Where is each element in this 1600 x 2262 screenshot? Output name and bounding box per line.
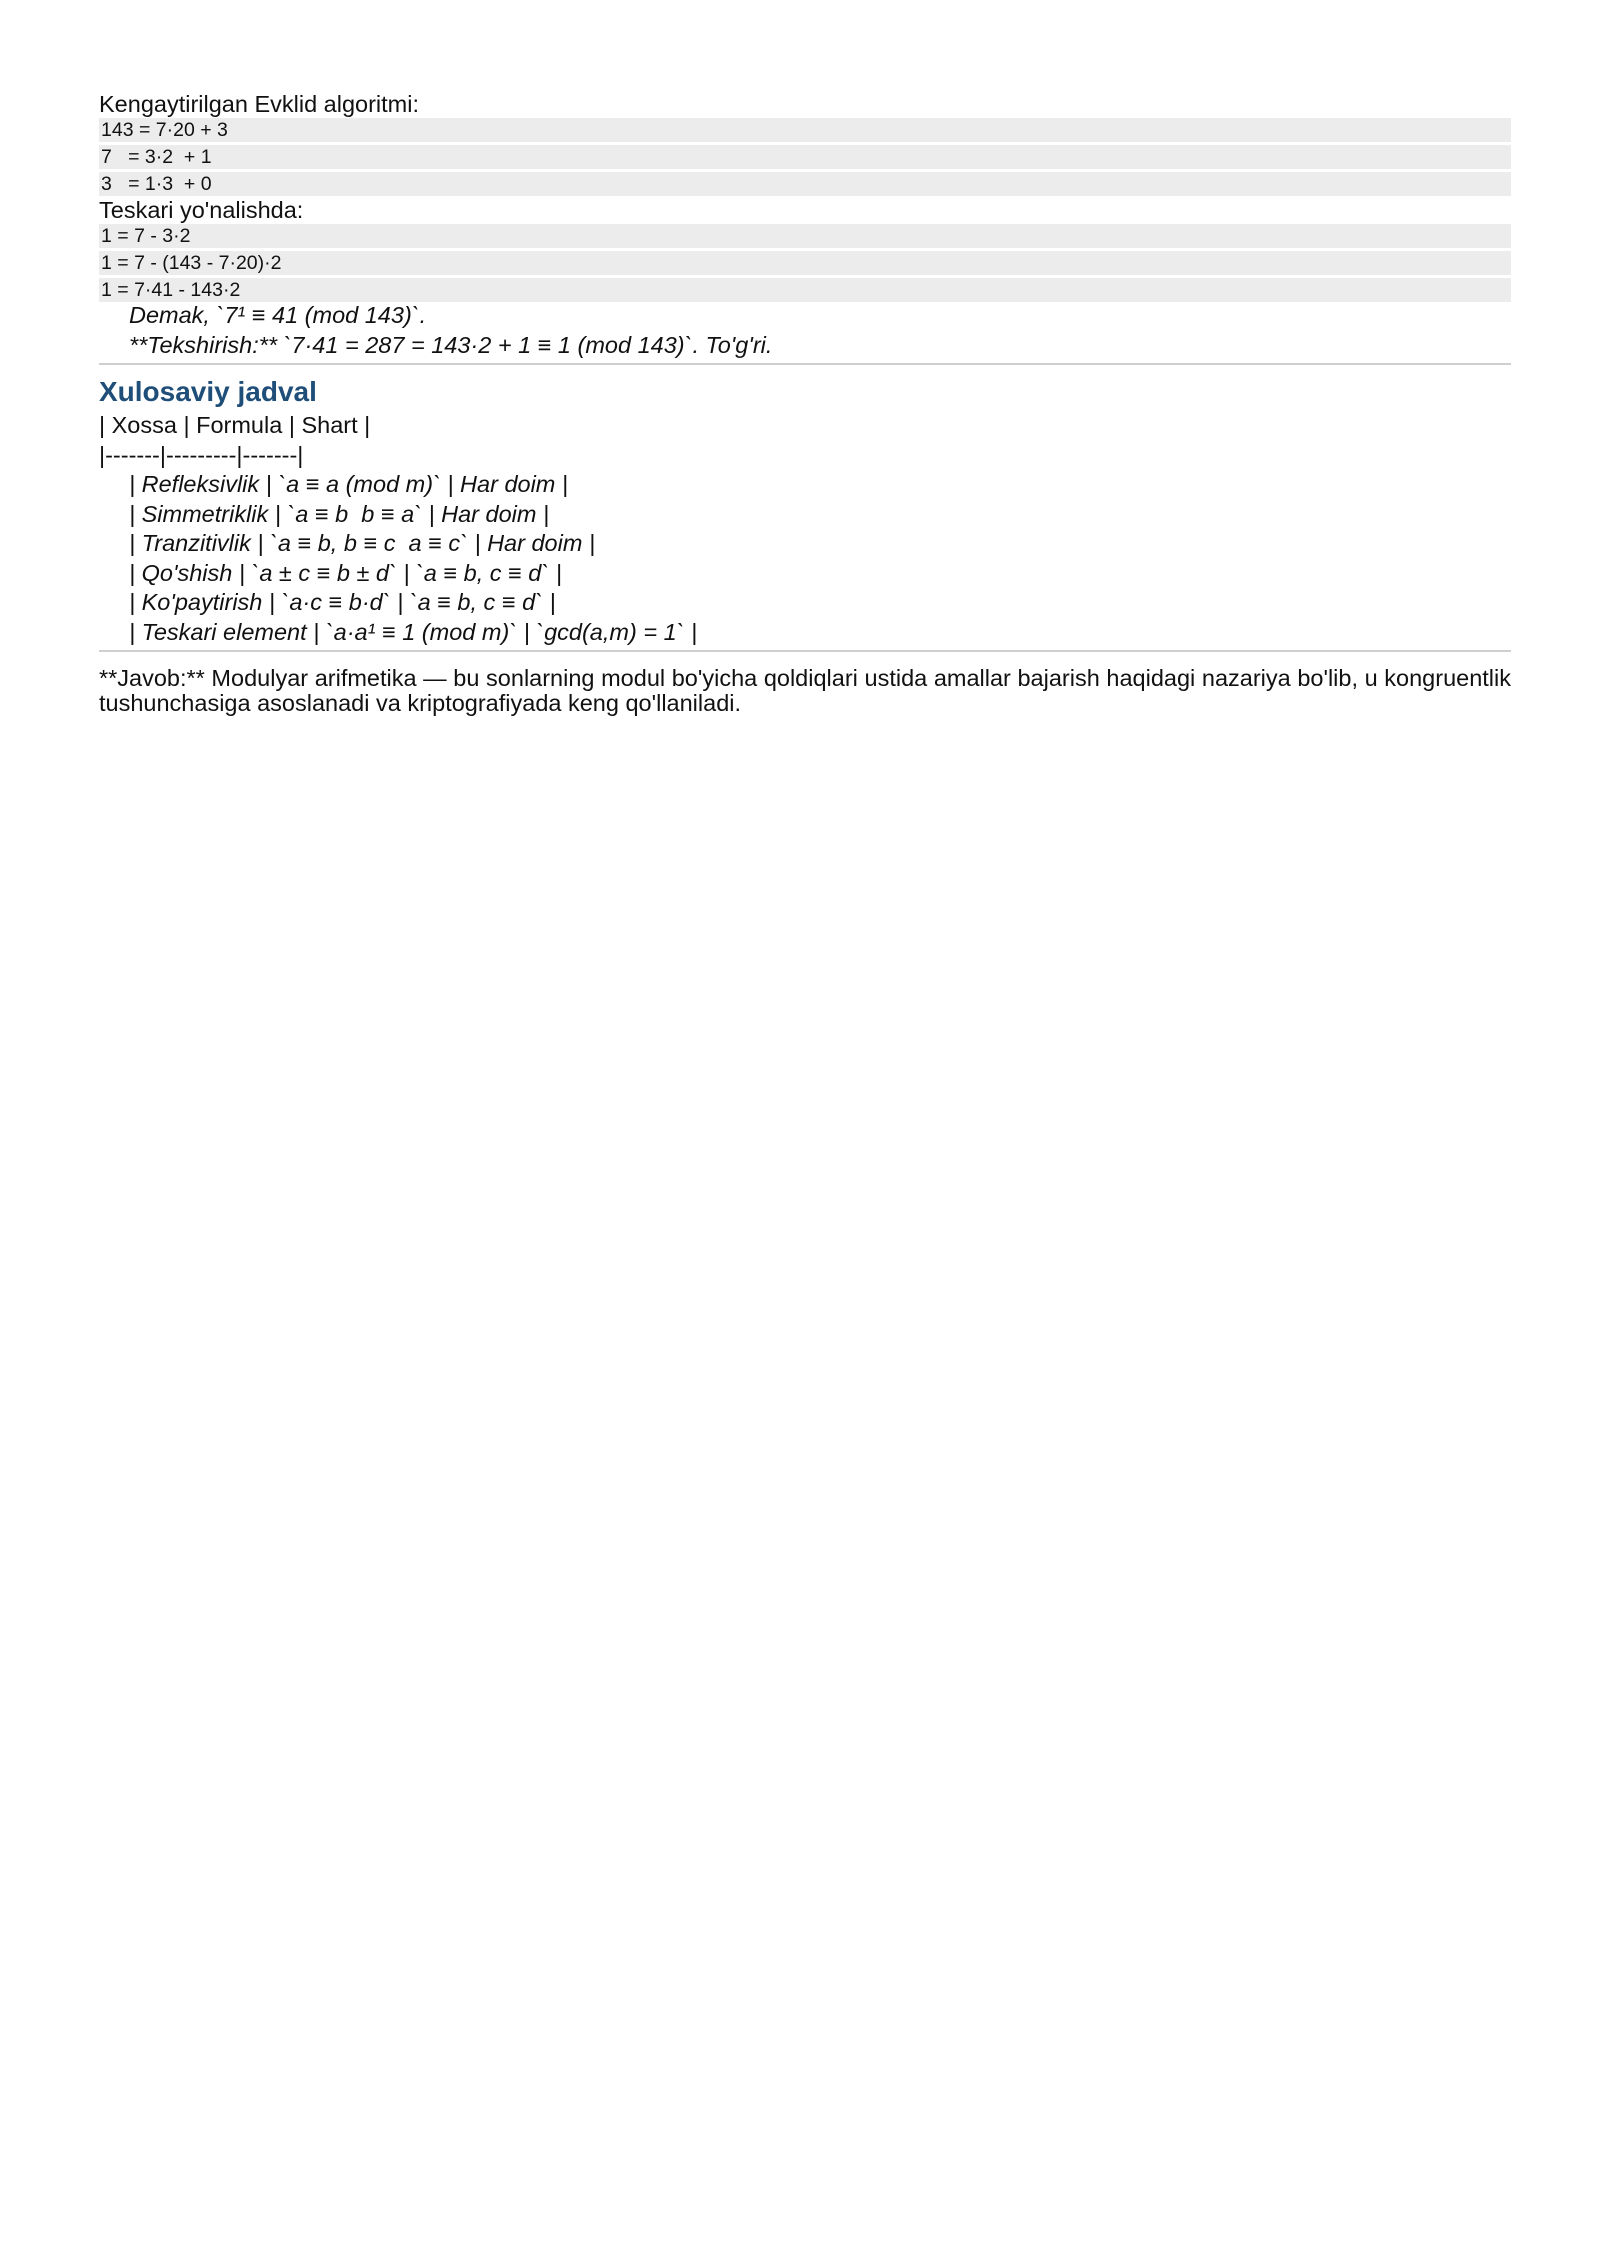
table-row: | Teskari element | `a·a¹ ≡ 1 (mod m)` | `gcd(a,m) = 1` | — [129, 618, 698, 645]
document-page — [99, 90, 1511, 716]
conclusion-text: Demak, `7¹ ≡ 41 (mod 143)`. — [129, 302, 427, 328]
euclid-steps-code-block — [99, 118, 1511, 196]
answer-paragraph: **Javob:** Modulyar arifmetika — bu sonlarning modul bo'yicha qoldiqlari ustida amallar bajarish haqidagi nazariya bo'lib, u kongruentlik tushunchasiga asoslanadi va kriptografiyada keng qo'llaniladi. — [99, 665, 1511, 716]
table-row: | Simmetriklik | `a ≡ b b ≡ a` | Har doim | — [129, 500, 550, 527]
table-row: | Qo'shish | `a ± c ≡ b ± d` | `a ≡ b, c ≡ d` | — [129, 559, 562, 586]
code-line: 1 = 7 - (143 - 7·20)·2 — [99, 251, 1511, 275]
summary-table-heading: Xulosaviy jadval — [99, 376, 317, 407]
section-divider — [99, 650, 1511, 652]
table-separator-row: |-------|---------|-------| — [99, 441, 304, 468]
code-line: 1 = 7·41 - 143·2 — [99, 278, 1511, 302]
code-line: 7 = 3·2 + 1 — [99, 145, 1511, 169]
table-row: | Refleksivlik | `a ≡ a (mod m)` | Har doim | — [129, 471, 569, 497]
reverse-steps-code-block — [99, 224, 1511, 302]
table-header-row: | Xossa | Formula | Shart | — [99, 412, 371, 438]
table-rows-block — [99, 470, 1511, 647]
table-row: | Ko'paytirish | `a·c ≡ b·d` | `a ≡ b, c ≡ d` | — [129, 589, 556, 615]
code-line: 1 = 7 - 3·2 — [99, 224, 1511, 248]
table-row: | Tranzitivlik | `a ≡ b, b ≡ c a ≡ c` | Har doim | — [129, 530, 596, 556]
code-line: 3 = 1·3 + 0 — [99, 172, 1511, 196]
code-line: 143 = 7·20 + 3 — [99, 118, 1511, 142]
euclid-intro-text: Kengaytirilgan Evklid algoritmi: — [99, 91, 420, 117]
reverse-intro-text: Teskari yo'nalishda: — [99, 197, 304, 223]
section-divider — [99, 363, 1511, 365]
check-text: **Tekshirish:** `7·41 = 287 = 143·2 + 1 ≡ 1 (mod 143)`. To'g'ri. — [129, 331, 773, 358]
